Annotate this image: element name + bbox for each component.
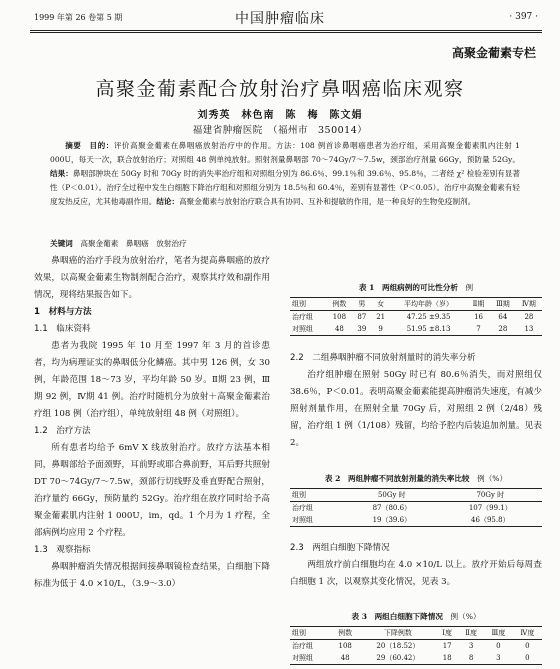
section-1-3-text: 鼻咽肿瘤消失情况根据间接鼻咽镜检查结果，白细胞下降标准为低于 4.0 ×10/L，（3.9～3.0） bbox=[34, 562, 270, 589]
keywords-text: 高聚金葡素 鼻咽癌 放射治疗 bbox=[80, 239, 187, 248]
table-cell: 对照组 bbox=[292, 325, 313, 333]
table-header-cell: Ⅳ度 bbox=[520, 629, 535, 637]
table-cell: 对照组 bbox=[292, 654, 313, 662]
table-1 bbox=[290, 297, 542, 336]
table-cell: 17 bbox=[442, 642, 452, 650]
table-cell: 8 bbox=[468, 654, 474, 662]
journal-name: 中国肿瘤临床 bbox=[235, 11, 325, 27]
left-column bbox=[34, 253, 270, 593]
abstract bbox=[50, 139, 520, 209]
section-2-2-text: 治疗组肿瘤在照射 50Gy 时已有 80.6％消失，而对照组仅 38.6％，P＜0.01。表明高聚金葡素能提高肿瘤消失速度，有减少照射剂量作用，在照射全量 70Gy 后，对照组 2 例（2/48）残留，治疗组 1 例（1/108）残留，均给予腔内后装追加剂量。见表 2。 bbox=[290, 370, 542, 448]
table-cell: 7 bbox=[476, 325, 481, 333]
page-number: · 397 · bbox=[509, 12, 538, 22]
table-3-unit: 例（%） bbox=[450, 612, 481, 621]
table-cell: 3 bbox=[468, 642, 474, 650]
table-header-cell: 例数 bbox=[332, 300, 347, 308]
abstract-conclusion-label: 结论： bbox=[156, 197, 180, 206]
section-1-3-heading: 1.3 观察指标 bbox=[34, 545, 91, 555]
table-1-title: 表 1 两组病例的可比性分析 bbox=[358, 283, 458, 292]
table-1-unit: 例 bbox=[465, 283, 474, 292]
table-cell: 87（80.6） bbox=[372, 504, 412, 512]
section-2-2-heading: 2.2 二组鼻咽肿瘤不同放射剂量时的消失率分析 bbox=[290, 353, 476, 363]
table-header-cell: 男 bbox=[358, 300, 366, 308]
table-2-caption bbox=[290, 473, 542, 484]
right-column-lower bbox=[290, 540, 542, 591]
table-cell: 46（95.8） bbox=[471, 516, 510, 524]
table-header-cell: 下降例数 bbox=[383, 629, 412, 637]
table-row bbox=[290, 640, 542, 653]
table-cell: 19（39.6） bbox=[372, 516, 412, 524]
keywords-label: 关键词 bbox=[50, 239, 73, 248]
table-row bbox=[290, 514, 542, 527]
authors: 刘秀英 林色南 陈 梅 陈文娟 bbox=[197, 110, 363, 121]
header-rule-thin bbox=[30, 32, 542, 33]
table-row bbox=[290, 502, 542, 515]
table-header-cell: Ⅰ度 bbox=[442, 629, 453, 637]
column-tag: 高聚金葡素专栏 bbox=[451, 46, 536, 60]
section-1-heading: 1 材料与方法 bbox=[34, 307, 92, 317]
section-2-3-heading: 2.3 两组白细胞下降情况 bbox=[290, 543, 390, 553]
table-cell: 87 bbox=[357, 313, 367, 321]
table-cell: 108 bbox=[338, 642, 352, 650]
intro-paragraph: 鼻咽癌的治疗手段为放射治疗，笔者为提高鼻咽癌的放疗效果，以高聚金葡素生物制剂配合治疗，观察其疗效和副作用情况，现将结果报告如下。 bbox=[34, 256, 270, 300]
table-cell: 48 bbox=[340, 654, 350, 662]
table-cell: 0 bbox=[496, 642, 501, 650]
section-1-2-text: 所有患者均给予 6mV X 线放射治疗。放疗方法基本相同，鼻咽部给予面颈野，耳前野或耶合鼻前野，耳后野共照射 DT 70～74Gy/7～7.5w，颈部行切线野及垂直野配合照射，治疗量约 66Gy，预防量约 52Gy。治疗组在放疗同时给予高聚金葡素肌内注射 1 000U，im，qd。1 个月为 1 疗程，全部病例均应用 2 个疗程。 bbox=[34, 443, 270, 538]
table-header-cell: 70Gy 时 bbox=[476, 491, 505, 499]
table-header-cell: 组别 bbox=[292, 629, 306, 637]
table-2 bbox=[290, 488, 542, 527]
table-row bbox=[290, 323, 542, 336]
table-cell: 108 bbox=[332, 313, 347, 321]
section-2-3-text: 两组放疗前白细胞均在 4.0 ×10/L 以上。放疗开始后每周查白细胞 1 次，以观察其变化情况，见表 3。 bbox=[290, 560, 542, 587]
section-1-1-heading: 1.1 临床资料 bbox=[34, 324, 91, 334]
affiliation: 福建省肿瘤医院 （福州市 350014） bbox=[192, 125, 368, 136]
section-1-2-heading: 1.2 治疗方法 bbox=[34, 426, 91, 436]
section-1-1-text: 患者为我院 1995 年 10 月至 1997 年 3 月的首诊患者，均为病理证实的鼻咽低分化鳞癌。其中男 126 例，女 30 例，年龄范围 18～73 岁，平均年龄 50 岁。Ⅱ期 23 例，Ⅲ期 92 例，Ⅳ期 41 例。治疗时随机分为放射＋高聚金葡素治疗组 108 例（治疗组），单纯放射组 48 例（对照组）。 bbox=[34, 341, 270, 419]
abstract-text-3: 高聚金葡素与放射治疗联合具有协同、互补和提敏的作用，是一种良好的生物免疫制剂。 bbox=[179, 197, 476, 206]
table-cell: 治疗组 bbox=[292, 313, 313, 321]
table-header-cell: 组别 bbox=[292, 300, 306, 308]
table-cell: 0 bbox=[525, 642, 530, 650]
table-header-row bbox=[290, 298, 542, 311]
table-1-caption bbox=[290, 282, 542, 293]
article-title: 高聚金葡素配合放射治疗鼻咽癌临床观察 bbox=[95, 78, 465, 100]
table-header-cell: Ⅱ期 bbox=[472, 300, 485, 308]
keywords bbox=[50, 238, 520, 249]
table-cell: 39 bbox=[357, 325, 367, 333]
table-3 bbox=[290, 626, 542, 665]
table-cell: 对照组 bbox=[292, 516, 313, 524]
right-column-upper bbox=[290, 350, 542, 452]
table-header-cell: 例数 bbox=[338, 629, 353, 637]
abstract-text-2: 鼻咽部肿块在 50Gy 时和 70Gy 时的消失率治疗组和对照组分别为 86.6％、99.1％和 39.6％、95.8％，二者经 χ² 检验差别有显著性（P＜0.01）。治疗全过程中发生白细胞下降治疗组和对照组分别为 18.5％和 60.4％，差别有显著性（P＜0.05）。治疗中高聚金葡素有轻度发热反应，尤其他毒副作用。 bbox=[50, 169, 521, 206]
table-cell: 18 bbox=[442, 654, 452, 662]
table-header-cell: 女 bbox=[377, 300, 385, 308]
table-cell: 28 bbox=[498, 325, 508, 333]
table-cell: 64 bbox=[498, 313, 508, 321]
table-header-cell: 组别 bbox=[292, 491, 306, 499]
issue-info: 1999 年第 26 卷第 5 期 bbox=[34, 13, 123, 22]
table-header-cell: Ⅲ度 bbox=[491, 629, 506, 637]
table-cell: 28 bbox=[524, 313, 534, 321]
table-header-row bbox=[290, 489, 542, 502]
table-cell: 治疗组 bbox=[292, 504, 313, 512]
table-cell: 治疗组 bbox=[292, 642, 313, 650]
table-cell: 16 bbox=[474, 313, 483, 321]
table-header-cell: 50Gy 时 bbox=[377, 491, 406, 499]
abstract-label: 摘要 目的： bbox=[65, 141, 114, 150]
table-cell: 9 bbox=[378, 325, 383, 333]
abstract-result-label: 结果： bbox=[50, 169, 73, 178]
table-row bbox=[290, 652, 542, 665]
table-header-cell: Ⅳ期 bbox=[521, 300, 536, 308]
abstract-text-1: 评价高聚金葡素在鼻咽癌放射治疗中的作用。方法：108 例首诊鼻咽癌患者为治疗组，采用高聚金葡素肌内注射 1 000U，每天一次，联合放射治疗；对照组 48 例单纯放射。照射剂量鼻咽部 70～74Gy/7～7.5w，颈部治疗剂量 66Gy，预防量 52Gy。 bbox=[50, 141, 520, 164]
table-cell: 20（18.52） bbox=[376, 642, 420, 650]
table-cell: 29（60.42） bbox=[376, 654, 420, 662]
table-cell: 48 bbox=[334, 325, 344, 333]
table-cell: 51.95 ±8.13 bbox=[406, 325, 451, 333]
table-2-title: 表 2 两组肿瘤不同放射剂量的消失率比较 bbox=[324, 474, 470, 483]
table-header-row bbox=[290, 627, 542, 640]
table-header-cell: Ⅲ期 bbox=[496, 300, 510, 308]
table-header-cell: 平均年龄（岁） bbox=[404, 300, 454, 308]
table-cell: 13 bbox=[524, 325, 534, 333]
table-cell: 3 bbox=[496, 654, 501, 662]
table-header-cell: Ⅱ度 bbox=[465, 629, 477, 637]
table-cell: 47.25 ±9.35 bbox=[406, 313, 451, 321]
table-cell: 0 bbox=[525, 654, 530, 662]
table-cell: 21 bbox=[376, 313, 386, 321]
header-rule bbox=[30, 30, 542, 31]
table-3-caption bbox=[290, 611, 542, 622]
table-cell: 107（99.1） bbox=[468, 504, 512, 512]
table-row bbox=[290, 311, 542, 324]
table-3-title: 表 3 两组白细胞下降情况 bbox=[351, 612, 443, 621]
table-2-unit: 例（%） bbox=[477, 474, 508, 483]
